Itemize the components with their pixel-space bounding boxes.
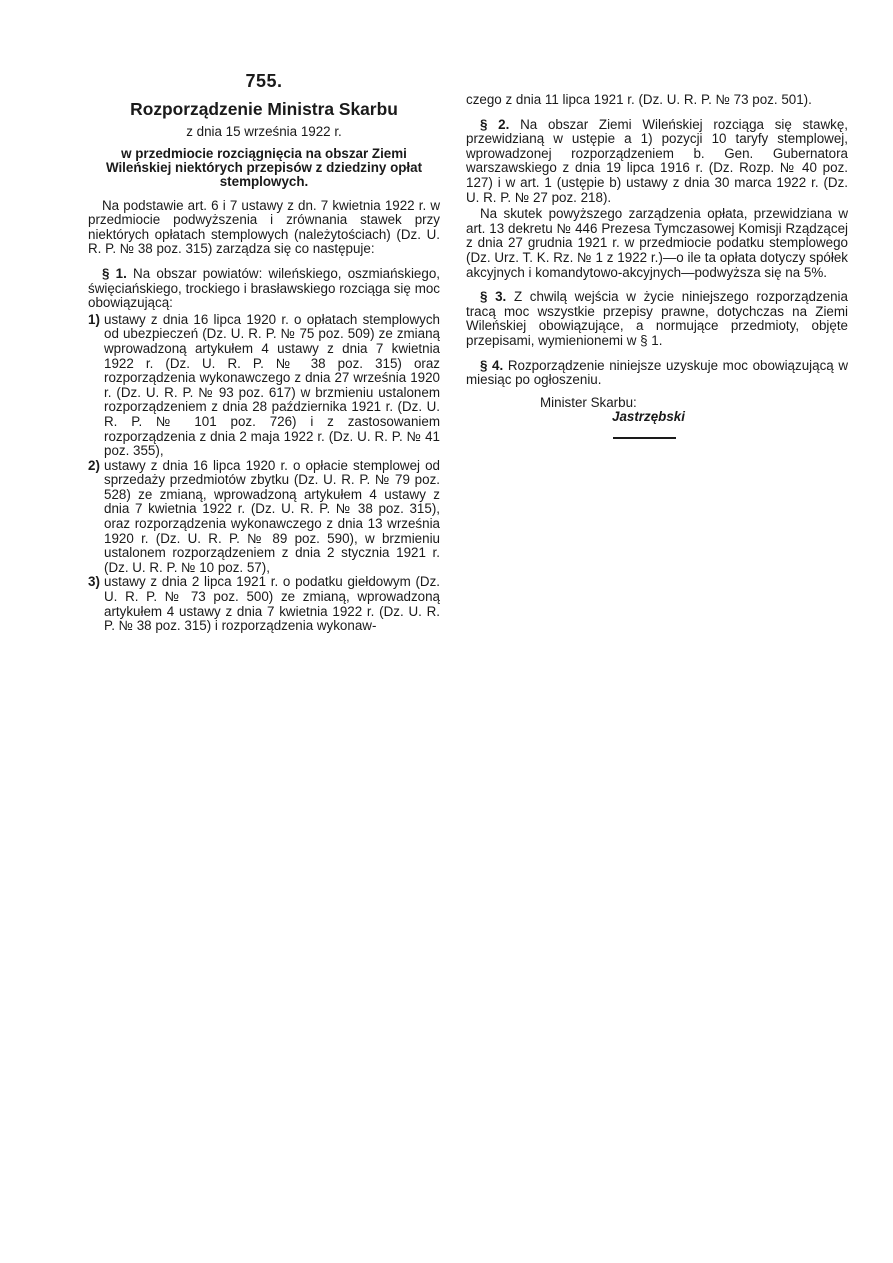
section-4 bbox=[466, 359, 848, 388]
signature-block bbox=[466, 396, 848, 425]
section-1 bbox=[88, 267, 440, 311]
section-1-list bbox=[88, 313, 440, 634]
list-item-text: ustawy z dnia 16 lipca 1920 r. o opłatach stemplowych od ubezpieczeń (Dz. U. R. P. № 75 poz. 509) ze zmianą wprowadzoną artykułem 4 ustawy z dnia 7 kwietnia 1922 r. (Dz. U. R. P. № 38 poz. 315) oraz rozporządzenia wykonawczego z dnia 27 września 1920 r. (Dz. U. R. P. № 93 poz. 617) w brzmieniu ustalonem rozporządzeniem z dnia 28 października 1921 r. (Dz. U. R. P. № 101 poz. 726) i z zastosowaniem rozporządzenia z dnia 2 maja 1922 r. (Dz. U. R. P. № 41 poz. 355), bbox=[104, 311, 440, 459]
section-4-text: Rozporządzenie niniejsze uzyskuje moc obowiązującą w miesiąc po ogłoszeniu. bbox=[466, 357, 848, 388]
page-number: 755. bbox=[245, 71, 283, 91]
list-item-text: ustawy z dnia 16 lipca 1920 r. o opłacie stemplowej od sprzedaży przedmiotów zbytku (Dz. U. R. P. № 79 poz. 528) ze zmianą, wprowadzoną artykułem 4 ustawy z dnia 7 kwietnia 1922 r. (Dz. U. R. P. № 38 poz. 315), oraz rozporządzenia wykonawczego z dnia 13 września 1920 r. (Dz. U. R. P. № 89 poz. 590), w brzmieniu ustalonem rozporządzeniem z dnia 2 stycznia 1921 r. (Dz. U. R. P. № 10 poz. 57), bbox=[104, 457, 440, 575]
list-marker: 3) bbox=[88, 574, 100, 590]
signature-title: Minister Skarbu: bbox=[540, 394, 637, 410]
signature-name: Jastrzębski bbox=[612, 409, 685, 425]
section-2-followup: Na skutek powyższego zarządzenia opłata, przewidziana w art. 13 dekretu № 446 Prezesa Tymczasowej Komisji Rządzącej z dnia 27 grudnia 1921 r. w przedmiocie podatku stemplowego (Dz. Urz. T. K. Rz. № 1 z 1922 r.)—o ile ta opłata dotyczy spółek akcyjnych i komandytowo-akcyjnych—podwyższa się na 5%. bbox=[466, 206, 848, 280]
section-1-text: Na obszar powiatów: wileńskiego, oszmiańskiego, święciańskiego, trockiego i brasławskiego rozciąga się moc obowiązującą: bbox=[88, 265, 440, 311]
intro-paragraph: Na podstawie art. 6 i 7 ustawy z dn. 7 kwietnia 1922 r. w przedmiocie podwyższenia i zrównania stawek przy niektórych opłatach stemplowych (należytościach) (Dz. U. R. P. № 38 poz. 315) zarządza się co następuje: bbox=[88, 197, 440, 257]
list-item bbox=[88, 313, 440, 459]
section-2 bbox=[466, 118, 848, 206]
section-3-text: Z chwilą wejścia w życie niniejszego rozporządzenia tracą moc wszystkie przepisy prawne, dotychczas na Ziemi Wileńskiej obowiązujące, a normujące przedmioty, objęte przepisami, wymienionemi w § 1. bbox=[466, 289, 848, 348]
section-4-mark: § 4. bbox=[480, 357, 504, 373]
end-rule bbox=[613, 437, 676, 439]
section-2-mark: § 2. bbox=[480, 116, 510, 132]
list-item bbox=[88, 459, 440, 576]
list-marker: 1) bbox=[88, 311, 100, 327]
document-subject: w przedmiocie rozciągnięcia na obszar Ziemi Wileńskiej niektórych przepisów z dziedziny opłat stemplowych. bbox=[105, 145, 423, 189]
list-item-text: ustawy z dnia 2 lipca 1921 r. o podatku giełdowym (Dz. U. R. P. № 73 poz. 500) ze zmianą, wprowadzoną artykułem 4 ustawy z dnia 7 kwietnia 1922 r. (Dz. U. R. P. № 38 poz. 315) i rozporządzenia wykonaw- bbox=[104, 574, 440, 634]
document-title: Rozporządzenie Ministra Skarbu bbox=[130, 99, 398, 119]
list-item bbox=[88, 575, 440, 633]
section-3-mark: § 3. bbox=[480, 289, 507, 305]
section-2-text: Na obszar Ziemi Wileńskiej rozciąga się stawkę, przewidzianą w ustępie a 1) pozycji 10 taryfy stemplowej, wprowadzonej rozporządzeniem b. Gen. Gubernatora warszawskiego z dnia 19 lipca 1916 r. (Dz. Rozp. № 40 poz. 127) i w art. 1 (ustępie b) ustawy z dnia 30 marca 1922 r. (Dz. U. R. P. № 27 poz. 218). bbox=[466, 116, 848, 205]
list-marker: 2) bbox=[88, 457, 100, 473]
left-column bbox=[88, 70, 440, 634]
right-column bbox=[466, 93, 848, 439]
continuation-text: czego z dnia 11 lipca 1921 r. (Dz. U. R. P. № 73 poz. 501). bbox=[466, 92, 812, 107]
section-3 bbox=[466, 290, 848, 348]
section-1-mark: § 1. bbox=[102, 265, 127, 281]
document-date: z dnia 15 września 1922 r. bbox=[186, 124, 342, 139]
